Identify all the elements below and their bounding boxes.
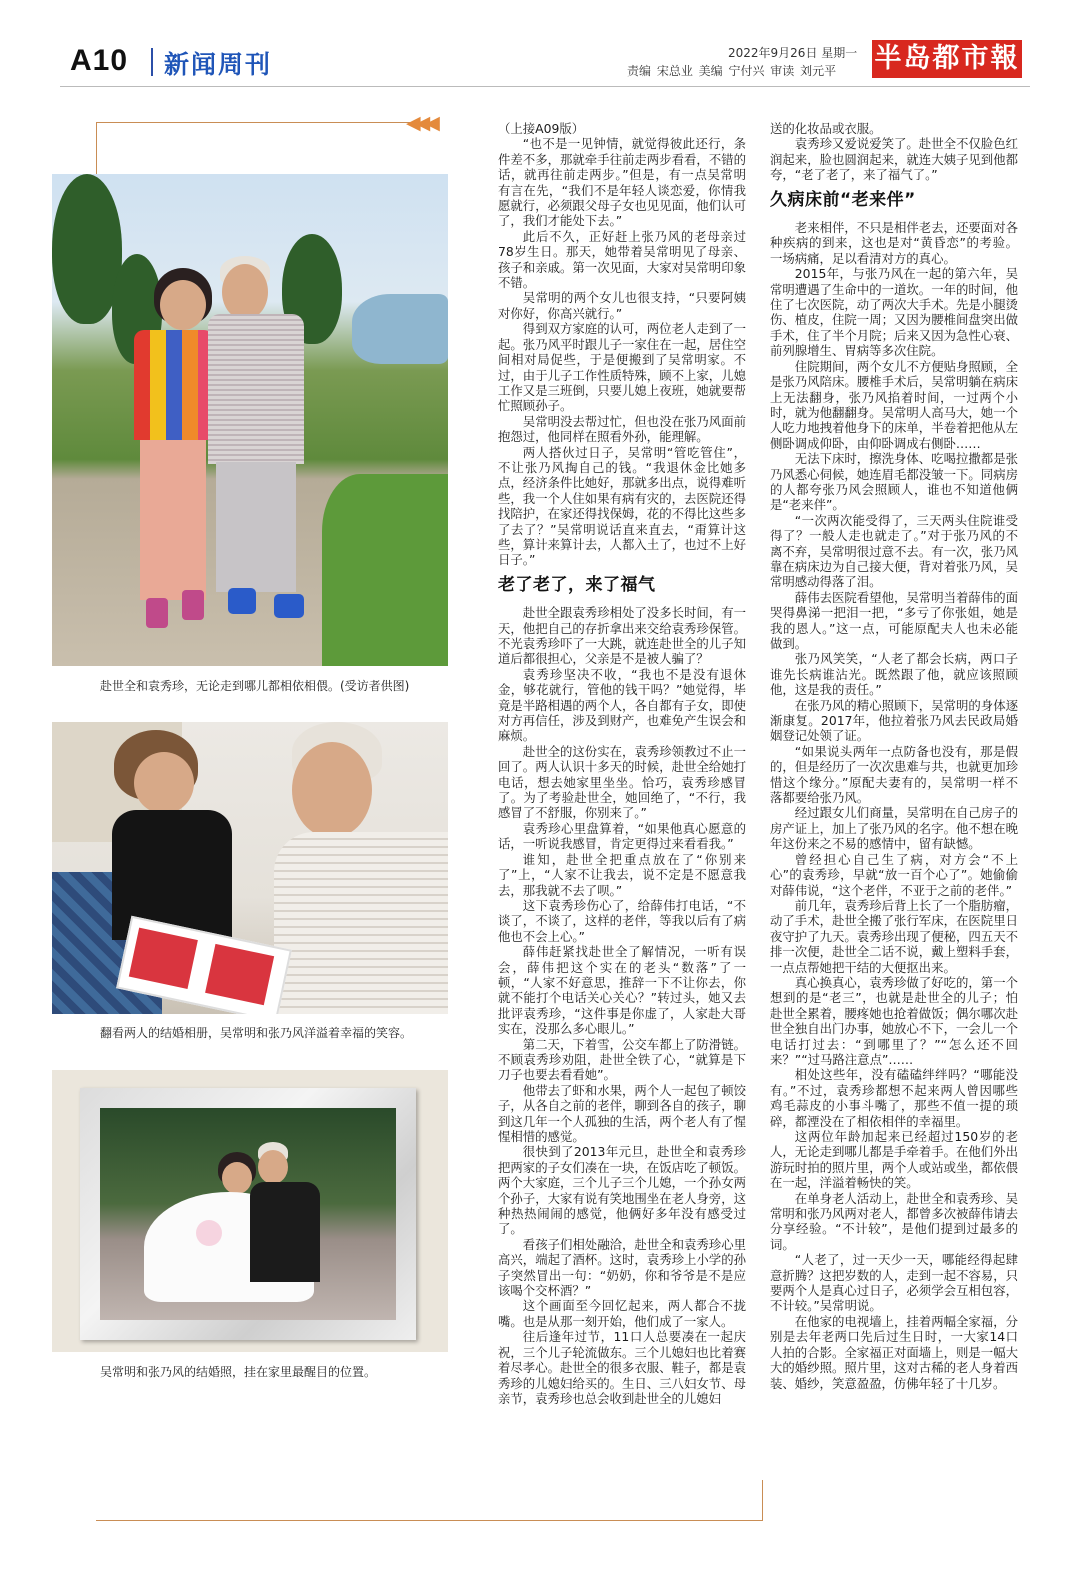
wedding-portrait-image [100,1108,396,1320]
man-checked-shirt [274,832,448,1014]
column2-paragraphs-b [770,220,1018,1391]
album-photo [205,944,274,1005]
groom-suit [250,1182,320,1282]
paragraph: 送的化妆品或衣服。 [770,121,882,136]
man-shoe [228,588,256,614]
section-title: 新闻周刊 [164,50,273,79]
photo-couple-album [52,722,448,1014]
paragraph: 薛伟去医院看望他，吴常明当着薛伟的面哭得鼻涕一把泪一把，“多亏了你张姐，她是我的恩人。”这一点，可能原配夫人也未必能做到。 [770,589,1018,651]
photo-wedding-portrait [52,1070,448,1352]
man-shoe [274,594,304,618]
paragraph: 在张乃风的精心照顾下，吴常明的身体逐渐康复。2017年，他拉着张乃风去民政局婚姻登记处领了证。 [770,697,1018,744]
column1-paragraphs-a [498,136,746,567]
paragraph: 此后不久，正好赶上张乃风的老母亲过78岁生日。那天，她带着吴常明见了母亲、孩子和亲戚。第一次见面，大家对吴常明印象不错。 [498,228,746,291]
editor-credits: 责编 宋总业 美编 宁付兴 审读 刘元平 [627,64,837,78]
album-photo [129,928,198,989]
issue-date: 2022年9月26日 星期一 [728,46,858,60]
paragraph: 2015年，与张乃风在一起的第六年，吴常明遭遇了生命中的一道坎。一年的时间，他住了七次医院，动了两次大手术。先是小腿烫伤、植皮，住院一周；又因为腰椎间盘突出做手术，住了半个月院；后来又因为急性心衰、前列腺增生、胃病等多次住院。 [770,266,1018,359]
man-checked-shirt [208,314,304,464]
paragraph: 袁秀珍心里盘算着，“如果他真心愿意的话，一听说我感冒，肯定更得过来看看我。” [498,820,746,852]
bouquet [196,1220,222,1246]
paragraph: 曾经担心自己生了病，对方会“不上心”的袁秀珍，早就“放一百个心了”。她偷偷对薛伟说，“这个老伴，不亚于之前的老伴。” [770,851,1018,898]
paragraph: 这两位年龄加起来已经超过150岁的老人，无论走到哪儿都是手牵着手。在他们外出游玩时拍的照片里，两个人或站或坐，都依偎在一起，洋溢着畅快的笑。 [770,1129,1018,1191]
man-pants [216,462,296,592]
paragraph: 经过跟女儿们商量，吴常明在自己房子的房产证上，加上了张乃风的名字。他不想在晚年这份来之不易的感情中，留有缺憾。 [770,805,1018,852]
page-number: A10 [70,44,129,77]
photo-caption-3: 吴常明和张乃风的结婚照，挂在家里最醒目的位置。 [100,1365,377,1379]
paragraph: 在单身老人活动上，赴世全和袁秀珍、吴常明和张乃风两对老人，都曾多次被薛伟请去分享经验。“不计较”，是他们提到过最多的词。 [770,1190,1018,1252]
frame-line-right [762,1480,763,1521]
paragraph: “人老了，过一天少一天，哪能经得起肆意折腾？这把岁数的人，走到一起不容易，只要两个人是真心过日子，必须学会互相包容，不计较。”吴常明说。 [770,1252,1018,1314]
newspaper-logo: 半岛都市報 [872,40,1022,78]
paragraph: 住院期间，两个女儿不方便贴身照顾，全是张乃风陪床。腰椎手术后，吴常明躺在病床上无法翻身，张乃风掐着时间，一过两个小时，就为他翻翻身。吴常明人高马大，她一个人吃力地拽着他身下的床单，半卷着把他从左侧卧调成仰卧，由仰卧调成右侧卧…… [770,358,1018,451]
paragraph: 这下袁秀珍伤心了，给薛伟打电话，“不谈了，不谈了，这样的老伴，等我以后有了病他也不会上心。” [498,897,746,944]
header-rule [60,86,1030,87]
paragraph: 赴世全的这份实在，袁秀珍领教过不止一回了。两人认识十多天的时候，赴世全给她打电话，想去她家里坐坐。恰巧，袁秀珍感冒了。为了考验赴世全，她回绝了，“不行，我感冒了不舒服，你别来了。” [498,743,746,821]
paragraph: 第二天，下着雪，公交车都上了防滑链。不顾袁秀珍劝阻，赴世全铁了心，“就算是下刀子也要去看看她”。 [498,1036,746,1083]
paragraph: “一次两次能受得了，三天两头住院谁受得了？一般人走也就走了。”对于张乃风的不离不弃，吴常明很过意不去。有一次，张乃风靠在病床边为自己接大便，背对着张乃风，吴常明感动得落了泪。 [770,512,1018,590]
subheading-2: 久病床前“老来伴” [770,189,916,210]
subheading-1: 老了老了，来了福气 [498,574,656,595]
column2-paragraphs-a [770,121,1018,183]
paragraph: 薛伟赶紧找赴世全了解情况，一听有误会，薛伟把这个实在的老头“数落”了一顿，“人家不好意思，推辞一下不让你去，你就不能打个电话关心关心？”转过头，她又去批评袁秀珍，“这件事是你虚了，人家赴大哥实在，没那么多心眼儿。” [498,944,746,1037]
paragraph: 这个画面至今回忆起来，两人都合不拢嘴。也是从那一刻开始，他们成了一家人。 [498,1298,746,1329]
paragraph: 得到双方家庭的认可，两位老人走到了一起。张乃风平时跟儿子一家住在一起，居住空间相对局促些，于是便搬到了吴常明家。不过，由于儿子工作性质特殊，顾不上家，儿媳工作又是三班倒，只要儿媳上夜班，她就要帮忙照顾孙子。 [498,321,746,414]
paragraph: 吴常明的两个女儿也很支持，“只要阿姨对你好，你高兴就行。” [498,290,746,321]
paragraph: 相处这些年，没有磕磕绊绊吗？“哪能没有。”不过，袁秀珍都想不起来两人曾因哪些鸡毛蒜皮的小事斗嘴了，那些不值一提的琐碎，都湮没在了相依相伴的幸福里。 [770,1067,1018,1129]
groom-head [258,1150,288,1184]
man-head [222,264,268,320]
frame-line-left [96,122,97,182]
paragraph: 吴常明没去帮过忙，但也没在张乃风面前抱怨过，他同样在照看外孙，能理解。 [498,413,746,445]
paragraph: 在他家的电视墙上，挂着两幅全家福，分别是去年老两口先后过生日时，一大家14口人拍的合影。全家福正对面墙上，则是一幅大大的婚纱照。照片里，这对古稀的老人身着西装、婚纱，笑意盈盈，仿佛年轻了十几岁。 [770,1313,1018,1391]
paragraph: 袁秀珍坚决不收，“我也不是没有退休金，够花就行，管他的钱干吗？”她觉得，毕竟是半路相遇的两个人，各自都有子女，即使对方再信任，涉及到财产，也难免产生误会和麻烦。 [498,666,746,744]
paragraph: 看孩子们相处融洽，赴世全和袁秀珍心里高兴，端起了酒杯。这时，袁秀珍上小学的孙子突然冒出一句：“奶奶，你和爷爷是不是应该喝个交杯酒？” [498,1236,746,1299]
paragraph: 谁知，赴世全把重点放在了“你别来了”上，“人家不让我去，说不定是不愿意我去，那我就不去了呗。” [498,851,746,898]
woman-pants [140,440,206,600]
woman-head [160,280,206,330]
paragraph: 真心换真心，袁秀珍做了好吃的，第一个想到的是“老三”，也就是赴世全的儿子；怕赴世全累着，腰疼她也抢着做饭；偶尔哪次赴世全独自出门办事，她放心不下，一会儿一个电话打过去：“到哪里了？”“怎么还不回来？”“过马路注意点”…… [770,974,1018,1067]
arrow-decoration-icon: ◀◀◀ [406,112,435,134]
paragraph: 袁秀珍又爱说爱笑了。赴世全不仅脸色红润起来，脸也圆润起来，就连大姨子见到他都夸，“老了老了，来了福气了。” [770,136,1018,183]
woman-head [134,752,194,814]
column1-paragraphs-b [498,605,746,1406]
article-column-1 [498,121,746,1406]
paragraph: 他带去了虾和水果，两个人一起包了顿饺子，从各自之前的老伴，聊到各自的孩子，聊到这几年一个人孤独的生活，两个老人有了惺惺相惜的感觉。 [498,1082,746,1144]
man-head [292,742,372,838]
woman-shoe [146,598,168,628]
page-header [60,38,1030,88]
header-divider [151,48,153,76]
frame-line-top [96,122,414,123]
woman-shoe [182,590,204,620]
paragraph: 张乃风笑笑，“人老了都会长病，两口子谁先长病谁沾光。既然跟了他，就应该照顾他，这是我的责任。” [770,651,1018,698]
photo-caption-1: 赴世全和袁秀珍，无论走到哪儿都相依相偎。(受访者供图) [100,679,410,693]
paragraph: 很快到了2013年元旦，赴世全和袁秀珍把两家的子女们凑在一块，在饭店吃了顿饭。两个大家庭，三个儿子三个儿媳，一个孙女两个孙子，大家有说有笑地围坐在老人身旁，这种热热闹闹的感觉，他俩好多年没有感受过了。 [498,1144,746,1237]
photo-couple-outdoors [52,174,448,666]
lake-shape [352,294,448,364]
paragraph: 赴世全跟袁秀珍相处了没多长时间，有一天，他把自己的存折拿出来交给袁秀珍保管。不光袁秀珍吓了一大跳，就连赴世全的儿子知道后都很担心，父亲是不是被人骗了？ [498,605,746,667]
bride-head [222,1162,252,1194]
paragraph: 往后逢年过节，11口人总要凑在一起庆祝，三个儿子轮流做东。三个儿媳妇也比着赛着尽孝心。赴世全的很多衣服、鞋子，都是袁秀珍的儿媳妇给买的。生日、三八妇女节、母亲节，袁秀珍也总会收到赴世全的儿媳妇 [498,1329,746,1406]
continued-from-note: （上接A09版） [498,121,585,136]
photo-caption-2: 翻看两人的结婚相册，吴常明和张乃风洋溢着幸福的笑容。 [100,1026,413,1040]
paragraph: 前几年，袁秀珍后背上长了一个脂肪瘤，动了手术，赴世全搬了张行军床，在医院里日夜守护了九天。袁秀珍出现了便秘，四五天不排一次便，赴世全二话不说，戴上塑料手套，一点点帮她把干结的大便抠出来。 [770,897,1018,975]
paragraph: 老来相伴，不只是相伴老去，还要面对各种疾病的到来，这也是对“黄昏恋”的考验。一场病痛，足以看清对方的真心。 [770,220,1018,266]
paragraph: 两人搭伙过日子，吴常明“管吃管住”，不让张乃风掏自己的钱。“我退休金比她多点，经济条件比她好，那就多出点，说得难听些，我一个人住如果有病有灾的，去医院还得找陪护，在家还得找保姆，花的不得比这些多了去了？”吴常明说话直来直去，“甭算计这些，算计来算计去，人都入土了，也过不上好日子。” [498,444,746,568]
woman-striped-shirt [134,330,214,440]
paragraph: “也不是一见钟情，就觉得彼此还行，条件差不多，那就牵手往前走两步看看，不错的话，就再往前走两步。”但是，有一点吴常明有言在先，“我们不是年轻人谈恋爱，你情我愿就行，必须跟父母子女也见见面，他们认可了，我们才能处下去。” [498,136,746,229]
article-column-2 [770,121,1018,1391]
paragraph: 无法下床时，擦洗身体、吃喝拉撒都是张乃风悉心伺候，她连眉毛都没皱一下。同病房的人都夸张乃风会照顾人，谁也不知道他俩是“老来伴”。 [770,451,1018,513]
paragraph: “如果说头两年一点防备也没有，那是假的，但是经历了一次次患难与共，也就更加珍惜这个缘分。”原配夫妻有的，吴常明一样不落都要给张乃风。 [770,743,1018,806]
frame-line-bottom [96,1520,762,1521]
bush-shape [322,474,448,666]
